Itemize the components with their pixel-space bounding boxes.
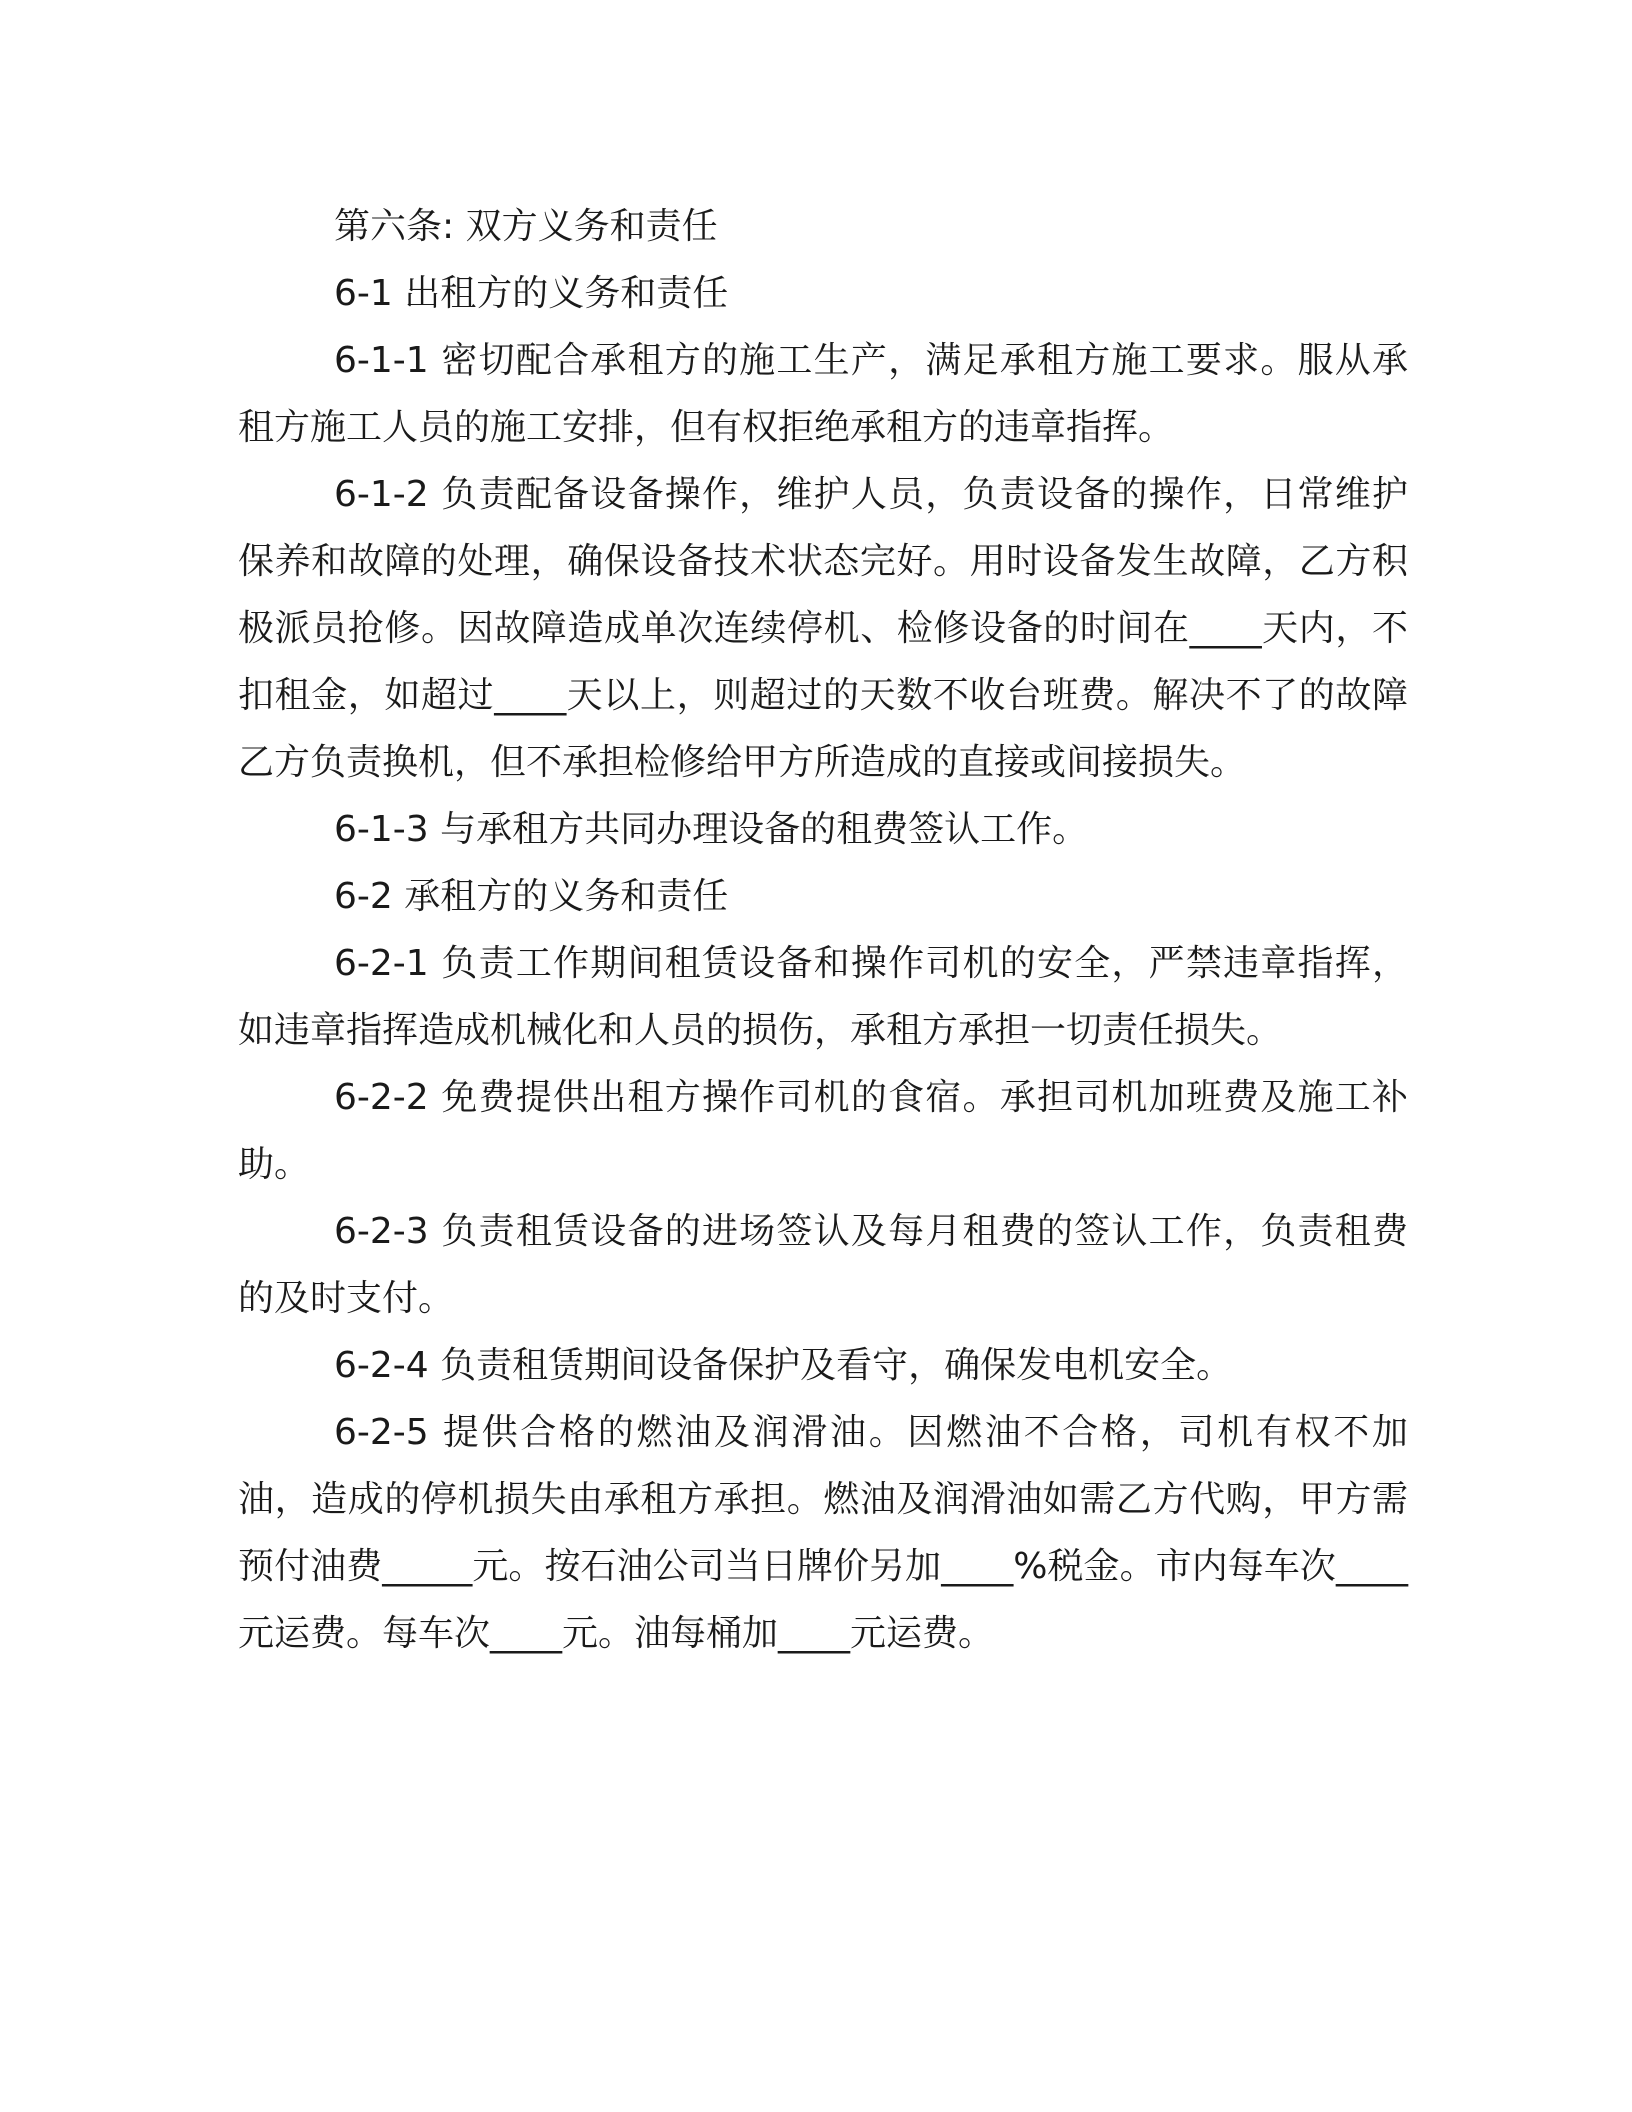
clause-6-2-4: 6-2-4 负责租赁期间设备保护及看守，确保发电机安全。 bbox=[334, 1345, 1233, 1386]
clause-6-2-5: 6-2-5 提供合格的燃油及润滑油。因燃油不合格，司机有权不加油，造成的停机损失由承租方承担。燃油及润滑油如需乙方代购，甲方需预付油费_____元。按石油公司当日牌价另加____%税金。市内每车次____元运费。每车次____元。油每桶加____元运费。 bbox=[238, 1412, 1408, 1654]
clause-6-1-3: 6-1-3 与承租方共同办理设备的租费签认工作。 bbox=[334, 809, 1089, 850]
section-heading-6-1: 6-1 出租方的义务和责任 bbox=[334, 273, 729, 314]
clause-6-2-2: 6-2-2 免费提供出租方操作司机的食宿。承担司机加班费及施工补助。 bbox=[238, 1077, 1408, 1185]
article-heading: 第六条: 双方义务和责任 bbox=[334, 206, 718, 247]
clause-6-2-3: 6-2-3 负责租赁设备的进场签认及每月租费的签认工作，负责租费的及时支付。 bbox=[238, 1211, 1408, 1319]
document-body bbox=[238, 193, 1408, 1667]
clause-6-1-2: 6-1-2 负责配备设备操作，维护人员，负责设备的操作，日常维护保养和故障的处理，确保设备技术状态完好。用时设备发生故障，乙方积极派员抢修。因故障造成单次连续停机、检修设备的时间在____天内，不扣租金，如超过____天以上，则超过的天数不收台班费。解决不了的故障乙方负责换机，但不承担检修给甲方所造成的直接或间接损失。 bbox=[238, 474, 1408, 783]
clause-6-1-1: 6-1-1 密切配合承租方的施工生产，满足承租方施工要求。服从承租方施工人员的施工安排，但有权拒绝承租方的违章指挥。 bbox=[238, 340, 1408, 448]
section-heading-6-2: 6-2 承租方的义务和责任 bbox=[334, 876, 729, 917]
clause-6-2-1: 6-2-1 负责工作期间租赁设备和操作司机的安全，严禁违章指挥，如违章指挥造成机械化和人员的损伤，承租方承担一切责任损失。 bbox=[238, 943, 1408, 1051]
